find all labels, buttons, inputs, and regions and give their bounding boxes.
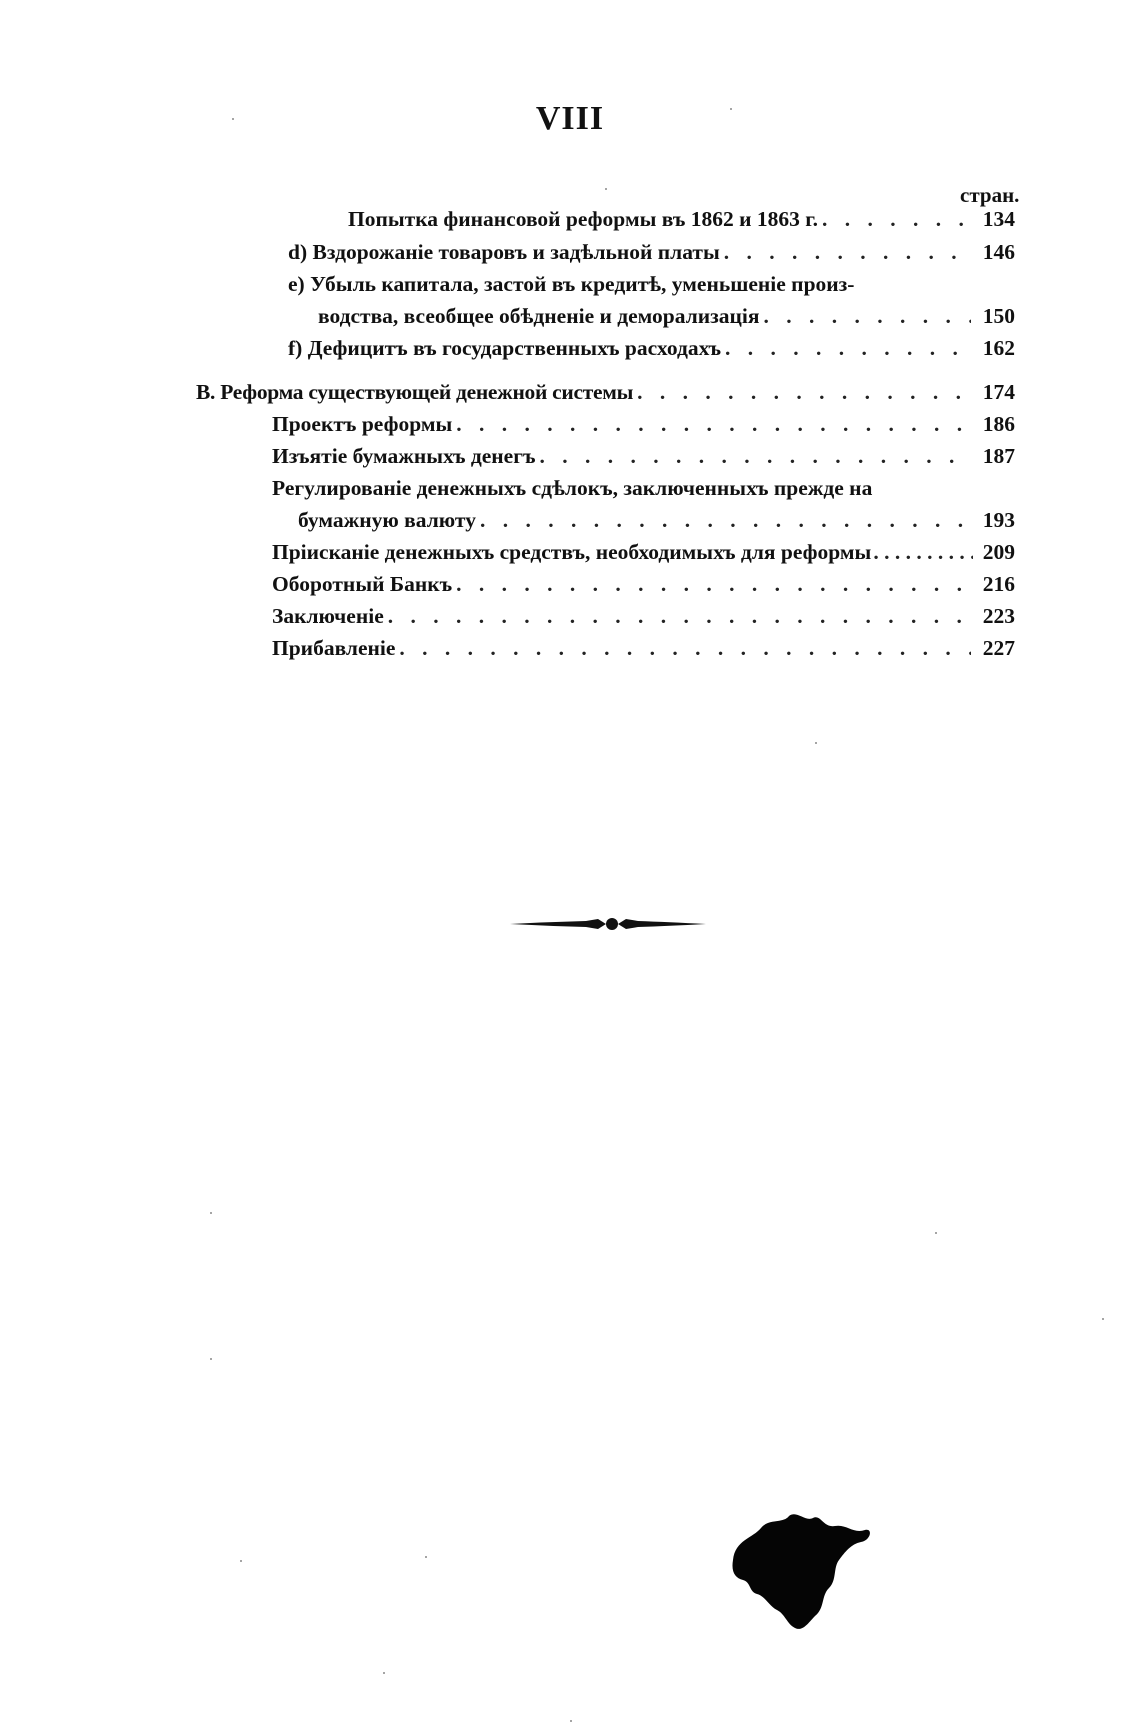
dot-leader [456,572,971,597]
paper-speck [935,1232,937,1234]
toc-entry [288,240,1015,270]
toc-entry [298,508,1015,538]
toc-entry-label: водства, всеобщее обѣдненіе и деморализація [318,304,760,328]
toc-entry-page: 146 [982,240,1015,264]
toc-entry-page: 174 [982,380,1015,404]
toc-entry-label: Прибавленіе [272,636,396,660]
toc-entry [272,604,1015,634]
decorative-rule-ornament [508,913,708,935]
dot-leader [725,336,971,361]
toc-entry-page: 216 [982,572,1015,596]
toc-entry [288,336,1015,366]
paper-speck [210,1212,212,1214]
page-column-header: стран. [960,183,1020,207]
toc-entry [348,207,1015,237]
toc-entry-label: Пріисканіе денежныхъ средствъ, необходимыхъ для реформы [272,540,872,564]
toc-entry-page: 209 [982,540,1015,564]
paper-speck [210,1358,212,1360]
paper-speck [1102,1318,1104,1320]
dot-leader [480,508,971,533]
toc-entry-label: Регулированіе денежныхъ сдѣлокъ, заключенныхъ прежде на [272,476,873,500]
toc-entry-page: 134 [982,207,1015,231]
toc-entry [272,636,1015,666]
dot-leader [637,380,971,405]
toc-entry [272,476,1015,506]
dot-leader [399,636,971,661]
toc-entry-page: 223 [982,604,1015,628]
ink-blot-mark [725,1510,875,1640]
toc-entry-page: 187 [982,444,1015,468]
paper-speck [232,118,234,120]
toc-entry [272,540,1015,570]
dot-leader [764,304,971,329]
toc-entry [318,304,1015,334]
toc-entry-label: d) Вздорожаніе товаровъ и задѣльной платы [288,240,720,264]
toc-entry-page: 193 [982,508,1015,532]
paper-speck [815,742,817,744]
page-number: VIII [535,100,605,137]
toc-entry-label: Проектъ реформы [272,412,453,436]
toc-entry-label: бумажную валюту [298,508,476,532]
toc-entry [272,572,1015,602]
toc-entry-label: f) Дефицитъ въ государственныхъ расходахъ [288,336,722,360]
toc-entry-label: e) Убыль капитала, застой въ кредитѣ, уменьшеніе произ- [288,272,855,296]
toc-entry-label: Изъятіе бумажныхъ денегъ [272,444,536,468]
paper-speck [730,108,732,110]
dot-leader [873,540,973,565]
toc-section-label: B. Реформа существующей денежной системы [196,380,634,404]
toc-entry-page: 162 [982,336,1015,360]
toc-entry-page: 150 [982,304,1015,328]
toc-entry-label: Попытка финансовой реформы въ 1862 и 1863 г. [348,207,818,231]
paper-speck [425,1556,427,1558]
paper-speck [605,188,607,190]
toc-entry-page: 186 [982,412,1015,436]
toc-entry-label: Заключеніе [272,604,384,628]
toc-entry-page: 227 [982,636,1015,660]
toc-entry [288,272,1015,302]
dot-leader [388,604,971,629]
paper-speck [240,1560,242,1562]
toc-entry-label: Оборотный Банкъ [272,572,453,596]
dot-leader [724,240,971,265]
toc-entry [272,412,1015,442]
toc-entry [272,444,1015,474]
dot-leader [822,207,971,232]
dot-leader [540,444,971,469]
toc-section-entry [196,380,1015,410]
dot-leader [456,412,971,437]
paper-speck [570,1720,572,1722]
paper-speck [383,1672,385,1674]
